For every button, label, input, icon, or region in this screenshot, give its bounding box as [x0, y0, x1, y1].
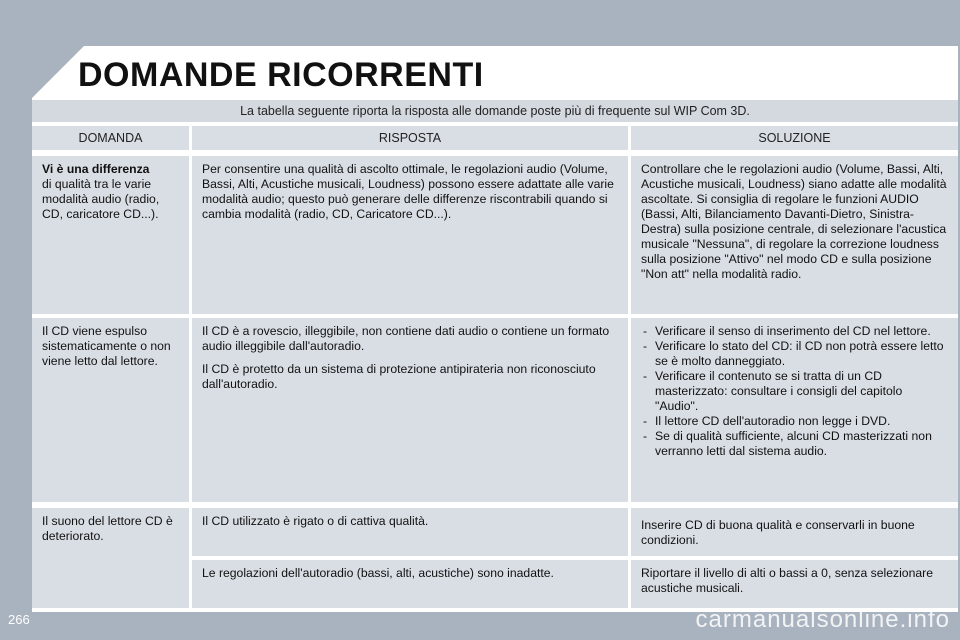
row1-answer-text: Per consentire una qualità di ascolto ottimale, le regolazioni audio (Volume, Bassi, Alti, Acustiche musicali, Loudness) possono essere adattate alle varie modalità audio; questo può generare delle differenze riscontrabili quando si cambia modalità (radio, CD, Caricatore CD...). [202, 162, 614, 221]
row3-answer-a [192, 508, 628, 556]
row1-question-bold: Vi è una differenza [42, 162, 150, 176]
list-item: - Verificare il contenuto se si tratta di un CD masterizzato: consultare i consigli del capitolo "Audio". [641, 369, 948, 414]
row1-solution [631, 156, 958, 314]
list-item: - Verificare lo stato del CD: il CD non potrà essere letto se è molto danneggiato. [641, 339, 948, 369]
page-number: 266 [8, 612, 30, 627]
intro-text: La tabella seguente riporta la risposta alle domande poste più di frequente sul WIP Com 3D. [32, 100, 958, 122]
row2-solution-list [641, 324, 948, 459]
row2-question [32, 318, 189, 502]
row3-answer-b [192, 560, 628, 608]
list-item: - Verificare il senso di inserimento del CD nel lettore. [641, 324, 948, 339]
row3-answer-a-text: Il CD utilizzato è rigato o di cattiva qualità. [202, 514, 429, 528]
row3-solution-a [631, 508, 958, 556]
row3-solution-a-text: Inserire CD di buona qualità e conservarli in buone condizioni. [641, 518, 915, 547]
watermark: carmanualsonline.info [695, 606, 950, 633]
list-item: - Il lettore CD dell'autoradio non legge i DVD. [641, 414, 948, 429]
row1-question [32, 156, 189, 314]
row2-solution [631, 318, 958, 502]
row3-question-text: Il suono del lettore CD è deteriorato. [42, 514, 173, 543]
row1-solution-text: Controllare che le regolazioni audio (Volume, Bassi, Alti, Acustiche musicali, Loudness) siano adatte alle modalità ascoltate. Si consiglia di regolare le funzioni AUDIO (Bassi, Alti, Bilanciamento Davanti-Dietro, Sinistra-Destra) sulla posizione centrale, di selezionare l'acustica musicale "Nessuna", di regolare la correzione loudness sulla posizione "Attivo" nel modo CD e sulla posizione "Non att" nella modalità radio. [641, 162, 947, 281]
list-item: - Se di qualità sufficiente, alcuni CD masterizzati non verranno letti dal sistema audio. [641, 429, 948, 459]
row3-solution-b-text: Riportare il livello di alti o bassi a 0, senza selezionare acustiche musicali. [641, 566, 933, 595]
row2-answer [192, 318, 628, 502]
corner-cut [32, 46, 84, 98]
header-solution: SOLUZIONE [631, 126, 958, 150]
header-question: DOMANDA [32, 126, 189, 150]
row2-answer-p1: Il CD è a rovescio, illeggibile, non contiene dati audio o contiene un formato audio illeggibile dall'autoradio. [202, 324, 610, 353]
row2-answer-p2: Il CD è protetto da un sistema di protezione antipirateria non riconosciuto dall'autoradio. [202, 362, 596, 391]
row1-question-text: di qualità tra le varie modalità audio (radio, CD, caricatore CD...). [42, 177, 160, 221]
row1-answer [192, 156, 628, 314]
page-title: DOMANDE RICORRENTI [78, 56, 484, 94]
row3-solution-b [631, 560, 958, 608]
row2-question-text: Il CD viene espulso sistematicamente o non viene letto dal lettore. [42, 324, 171, 368]
row3-answer-b-text: Le regolazioni dell'autoradio (bassi, alti, acustiche) sono inadatte. [202, 566, 554, 580]
row3-question [32, 508, 189, 608]
content-panel [32, 46, 958, 612]
header-answer: RISPOSTA [192, 126, 628, 150]
